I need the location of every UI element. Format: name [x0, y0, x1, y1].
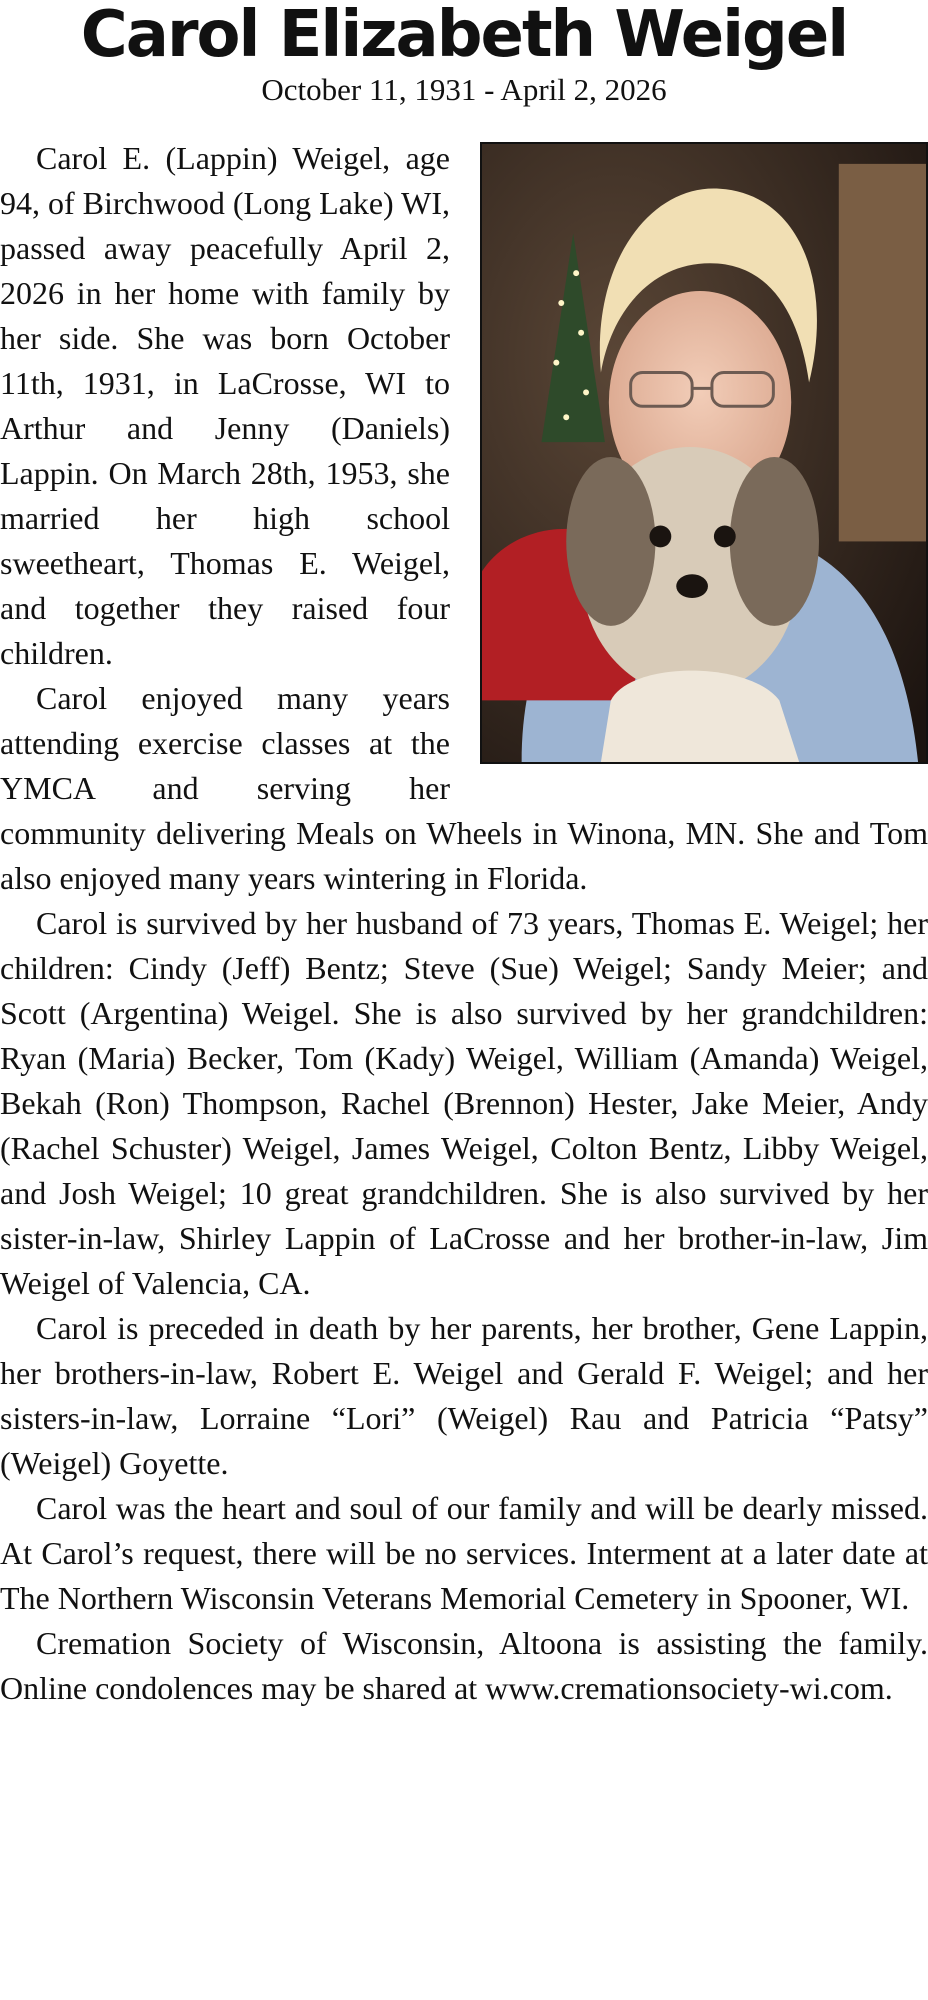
obituary-paragraph: Carol is survived by her husband of 73 years, Thomas E. Weigel; her children: Cindy (Jeff) Bentz; Steve (Sue) Weigel; Sandy Meier; and Scott (Argentina) Weigel. She is also survived by her grandchildren: Ryan (Maria) Becker, Tom (Kady) Weigel, William (Amanda) Weigel, Bekah (Ron) Thompson, Rachel (Brennon) Hester, Jake Meier, Andy (Rachel Schuster) Weigel, James Weigel, Colton Bentz, Libby Weigel, and Josh Weigel; 10 great grandchildren. She is also survived by her sister-in-law, Shirley Lappin of LaCrosse and her brother-in-law, Jim Weigel of Valencia, CA.: [0, 905, 928, 1301]
obituary-paragraph: Carol was the heart and soul of our family and will be dearly missed. At Carol’s request, there will be no services. Interment at a later date at The Northern Wisconsin Veterans Memorial Cemetery in Spooner, WI.: [0, 1490, 928, 1616]
obituary-name: Carol Elizabeth Weigel: [80, 0, 848, 72]
portrait-photo: [480, 142, 928, 764]
obituary-paragraph: Carol E. (Lappin) Weigel, age 94, of Birchwood (Long Lake) WI, passed away peacefully April 2, 2026 in her home with family by her side. She was born October 11th, 1931, in LaCrosse, WI to Arthur and Jenny (Daniels) Lappin. On March 28th, 1953, she married her high school sweetheart, Thomas E. Weigel, and together they raised four children.: [0, 140, 450, 671]
obituary-paragraph: Cremation Society of Wisconsin, Altoona is assisting the family. Online condolences may be shared at www.cremationsociety-wi.com.: [0, 1625, 928, 1706]
portrait-photo-icon: [482, 144, 926, 762]
obituary-paragraph: Carol is preceded in death by her parents, her brother, Gene Lappin, her brothers-in-law, Robert E. Weigel and Gerald F. Weigel; and her sisters-in-law, Lorraine “Lori” (Weigel) Rau and Patricia “Patsy” (Weigel) Goyette.: [0, 1310, 928, 1481]
obituary-dates: October 11, 1931 - April 2, 2026: [261, 72, 667, 107]
obituary-paragraph: Carol enjoyed many years attending exercise classes at the YMCA and serving her community delivering Meals on Wheels in Winona, MN. She and Tom also enjoyed many years wintering in Florida.: [0, 680, 928, 896]
obituary-body: [0, 136, 928, 1711]
